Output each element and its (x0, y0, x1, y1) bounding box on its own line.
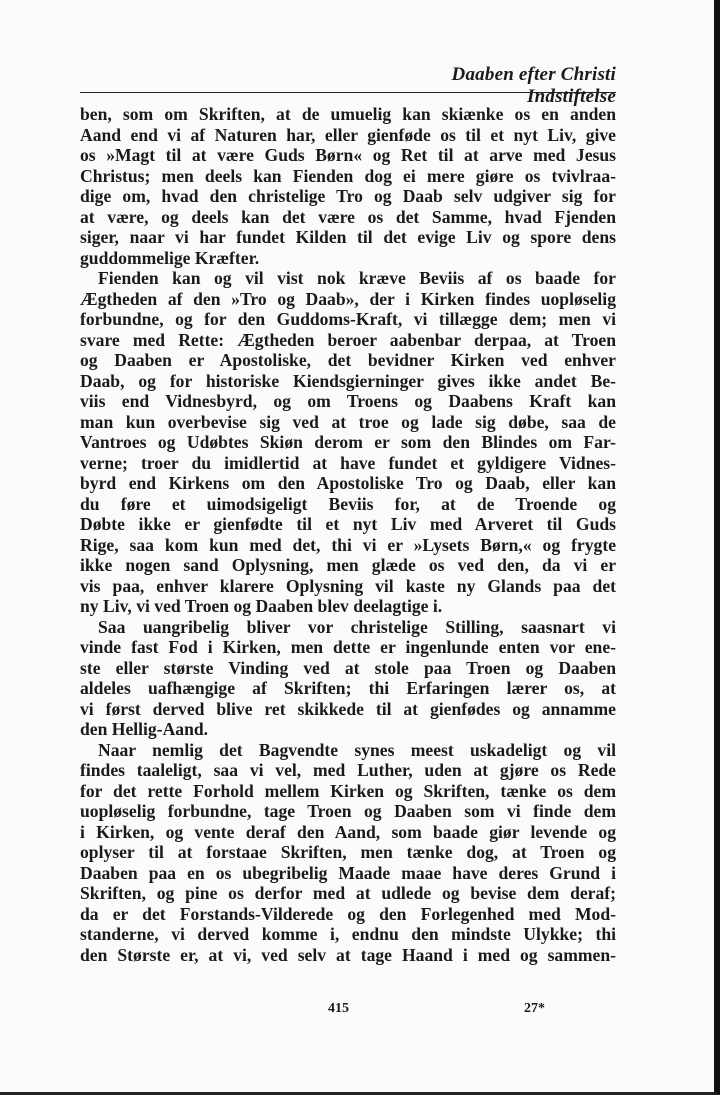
text-line: oplyser til at forstaae Skriften, men tænke dog, at Troen og (80, 842, 616, 862)
text-line: guddommelige Kræfter. (80, 247, 260, 268)
text-line: ste eller største Vinding ved at stole paa Troen og Daaben (80, 657, 616, 678)
text-line: svare med Rette: Ægtheden beroer aabenbar derpaa, at Troen (80, 329, 616, 350)
text-line: den Største er, at vi, ved selv at tage Haand i med og sammen- (80, 944, 616, 965)
text-line: ben, som om Skriften, at de umuelig kan skiænke os en anden (80, 104, 616, 124)
text-line: og Daaben er Apostoliske, det bevidner Kirken ved enhver (80, 350, 616, 370)
text-line: den Hellig-Aand. (80, 719, 209, 739)
text-line: Døbte ikke er gienfødte til et nyt Liv med Arveret til Guds (80, 514, 616, 534)
text-line: i Kirken, og vente deraf den Aand, som baade giør levende og (80, 821, 616, 842)
text-line: man kun overbevise sig ved at troe og lade sig døbe, saa de (80, 411, 616, 432)
text-line: Daaben paa en os ubegribelig Maade maae have deres Grund i (80, 862, 616, 883)
text-line: Vantroes og Udøbtes Skiøn derom er som den Blindes om Far- (80, 432, 616, 452)
running-head: Daaben efter Christi Indstiftelse (451, 64, 616, 107)
text-line: os »Magt til at være Guds Børn« og Ret til at arve med Jesus (80, 145, 616, 165)
text-line: siger, naar vi har fundet Kilden til det evige Liv og spore dens (80, 227, 616, 247)
text-line: vis paa, enhver klarere Oplysning vil kaste ny Glands paa det (80, 575, 616, 596)
text-line: Christus; men deels kan Fienden dog ei mere giøre os tvivlraa- (80, 165, 616, 186)
header-rule (80, 92, 616, 93)
signature-mark: 27* (524, 1001, 545, 1016)
text-line: findes taaleligt, saa vi vel, med Luther, uden at gjøre os Rede (80, 760, 616, 780)
text-line: standerne, vi derved komme i, endnu den mindste Ulykke; thi (80, 924, 616, 944)
text-line: forbundne, og for den Guddoms-Kraft, vi tillægge dem; men vi (80, 309, 616, 329)
text-line: ny Liv, vi ved Troen og Daaben blev deelagtige i. (80, 596, 443, 616)
text-line: Fienden kan og vil vist nok kræve Beviis af os baade for (98, 268, 616, 288)
text-line: Aand end vi af Naturen har, eller gienføde os til et nyt Liv, give (80, 124, 616, 145)
text-line: aldeles uafhængige af Skriften; thi Erfaringen lærer os, at (80, 678, 616, 698)
text-line: Saa uangribelig bliver vor christelige Stilling, saasnart vi (98, 616, 616, 637)
text-line: for det rette Forhold mellem Kirken og Skriften, tænke os dem (80, 780, 616, 801)
text-line: Skriften, og pine os derfor med at udlede og bevise dem deraf; (80, 883, 616, 903)
text-line: verne; troer du imidlertid at have fundet et gyldigere Vidnes- (80, 452, 616, 473)
text-line: ikke nogen sand Oplysning, men glæde os ved den, da vi er (80, 555, 616, 575)
page-number: 415 (328, 1001, 349, 1016)
text-line: dige om, hvad den christelige Tro og Daab selv udgiver sig for (80, 186, 616, 206)
text-line: vinde fast Fod i Kirken, men dette er ingenlunde enten vor ene- (80, 637, 616, 657)
text-line: byrd end Kirkens om den Apostoliske Tro og Daab, eller kan (80, 473, 616, 493)
text-line: du føre et uimodsigeligt Beviis for, at de Troende og (80, 493, 616, 514)
text-line: Daab, og for historiske Kiendsgierninger gives ikke andet Be- (80, 370, 616, 391)
text-line: Naar nemlig det Bagvendte synes meest uskadeligt og vil (98, 739, 616, 760)
text-line: uopløselig forbundne, tage Troen og Daaben som vi finde dem (80, 801, 616, 821)
text-line: viis end Vidnesbyrd, og om Troens og Daabens Kraft kan (80, 391, 616, 411)
text-line: Ægtheden af den »Tro og Daab», der i Kirken findes uopløselig (80, 288, 616, 309)
text-line: vi først derved blive ret skikkede til at gienfødes og annamme (80, 698, 616, 719)
text-line: at være, og deels kan det være os det Samme, hvad Fjenden (80, 206, 616, 227)
text-line: da er det Forstands-Vilderede og den Forlegenhed med Mod- (80, 903, 616, 924)
text-line: Rige, saa kom kun med det, thi vi er »Lysets Børn,« og frygte (80, 534, 616, 555)
body-text (80, 104, 616, 965)
